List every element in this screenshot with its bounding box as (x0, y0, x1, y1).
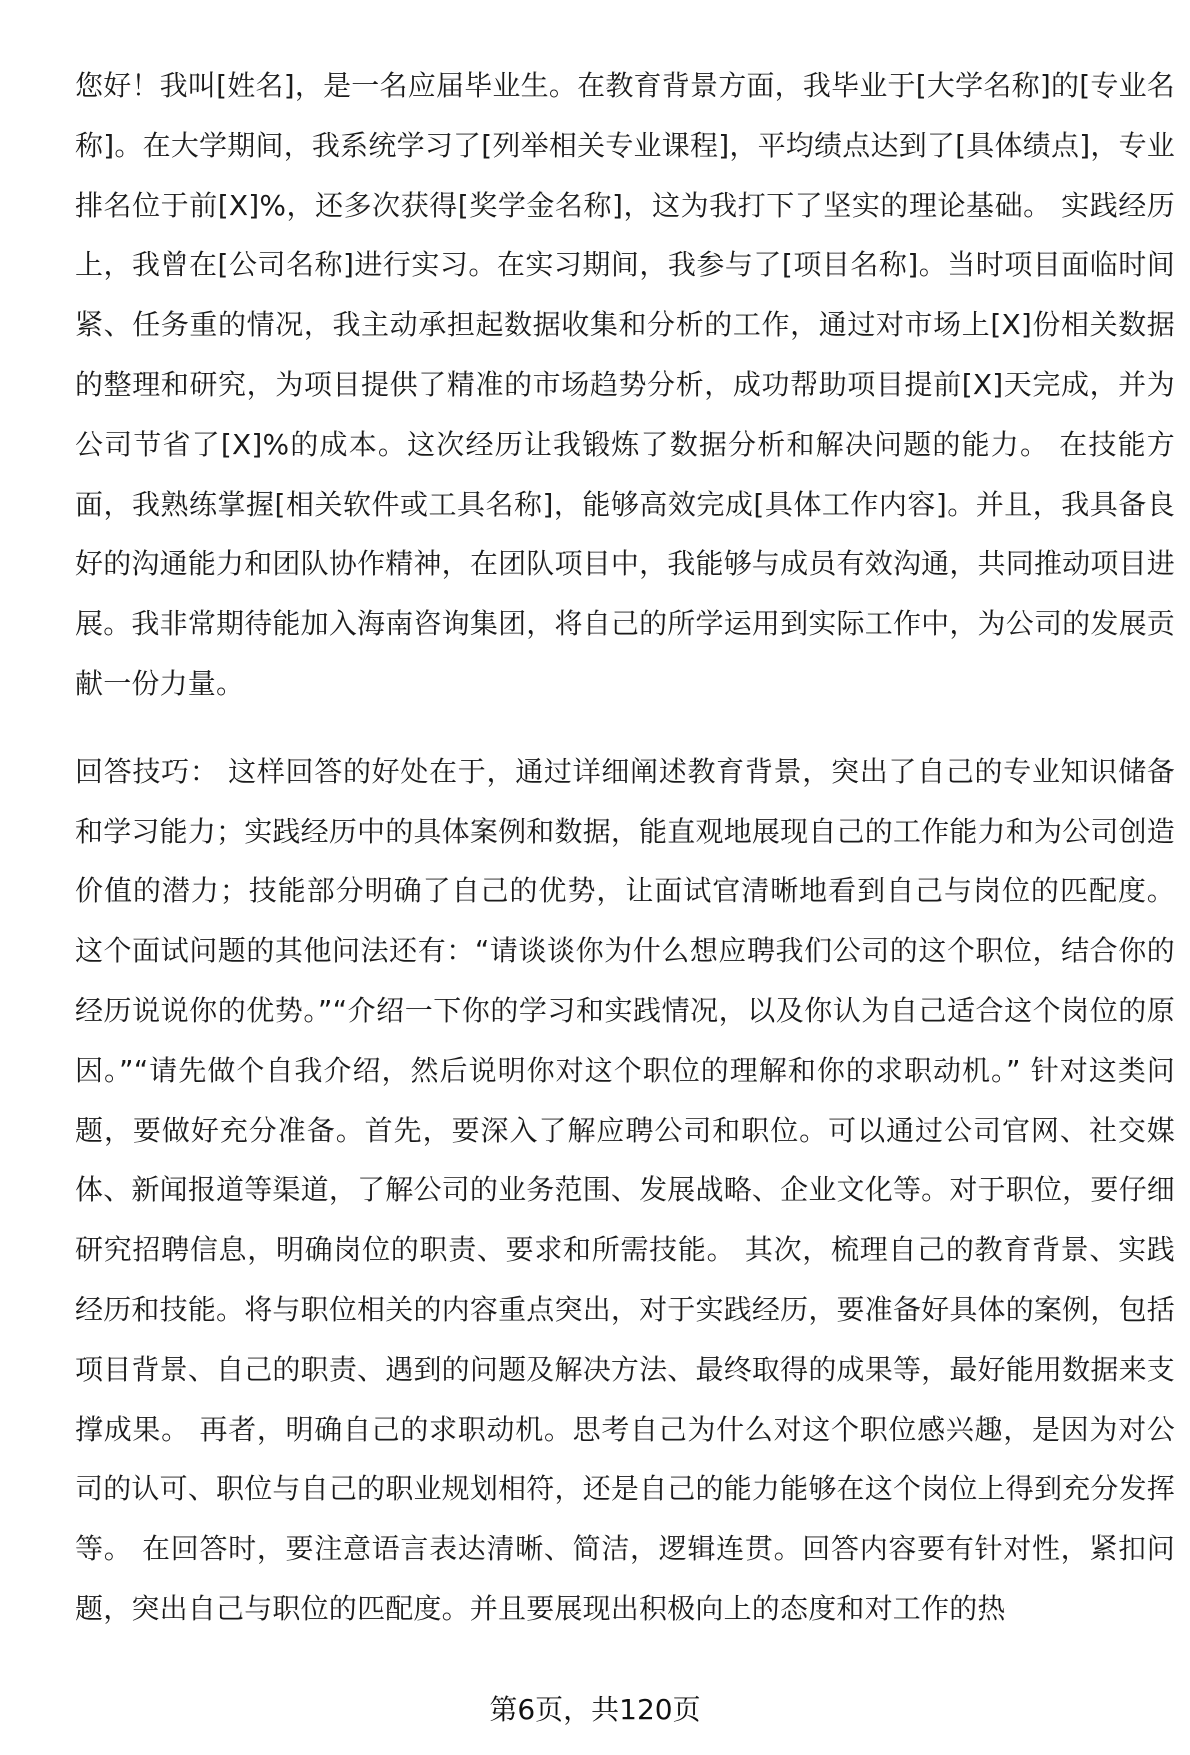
page-number: 第6页，共120页 (489, 1693, 701, 1726)
paragraph-answer: 您好！我叫[姓名]，是一名应届毕业生。在教育背景方面，我毕业于[大学名称]的[专业名称]。在大学期间，我系统学习了[列举相关专业课程]，平均绩点达到了[具体绩点]，专业排名位于前[X]%，还多次获得[奖学金名称]，这为我打下了坚实的理论基础。 实践经历上，我曾在[公司名称]进行实习。在实习期间，我参与了[项目名称]。当时项目面临时间紧、任务重的情况，我主动承担起数据收集和分析的工作，通过对市场上[X]份相关数据的整理和研究，为项目提供了精准的市场趋势分析，成功帮助项目提前[X]天完成，并为公司节省了[X]%的成本。这次经历让我锻炼了数据分析和解决问题的能力。 在技能方面，我熟练掌握[相关软件或工具名称]，能够高效完成[具体工作内容]。并且，我具备良好的沟通能力和团队协作精神，在团队项目中，我能够与成员有效沟通，共同推动项目进展。我非常期待能加入海南咨询集团，将自己的所学运用到实际工作中，为公司的发展贡献一份力量。 (75, 69, 1175, 700)
paragraph-tips: 回答技巧： 这样回答的好处在于，通过详细阐述教育背景，突出了自己的专业知识储备和学习能力；实践经历中的具体案例和数据，能直观地展现自己的工作能力和为公司创造价值的潜力；技能部分明确了自己的优势，让面试官清晰地看到自己与岗位的匹配度。 这个面试问题的其他问法还有：“请谈谈你为什么想应聘我们公司的这个职位，结合你的经历说说你的优势。”“介绍一下你的学习和实践情况，以及你认为自己适合这个岗位的原因。”“请先做个自我介绍，然后说明你对这个职位的理解和你的求职动机。” 针对这类问题，要做好充分准备。首先，要深入了解应聘公司和职位。可以通过公司官网、社交媒体、新闻报道等渠道，了解公司的业务范围、发展战略、企业文化等。对于职位，要仔细研究招聘信息，明确岗位的职责、要求和所需技能。 其次，梳理自己的教育背景、实践经历和技能。将与职位相关的内容重点突出，对于实践经历，要准备好具体的案例，包括项目背景、自己的职责、遇到的问题及解决方法、最终取得的成果等，最好能用数据来支撑成果。 再者，明确自己的求职动机。思考自己为什么对这个职位感兴趣，是因为对公司的认可、职位与自己的职业规划相符，还是自己的能力能够在这个岗位上得到充分发挥等。 在回答时，要注意语言表达清晰、简洁，逻辑连贯。回答内容要有针对性，紧扣问题，突出自己与职位的匹配度。并且要展现出积极向上的态度和对工作的热 (75, 754, 1175, 1625)
page-footer (0, 1690, 1190, 1730)
document-body (75, 56, 1175, 1639)
